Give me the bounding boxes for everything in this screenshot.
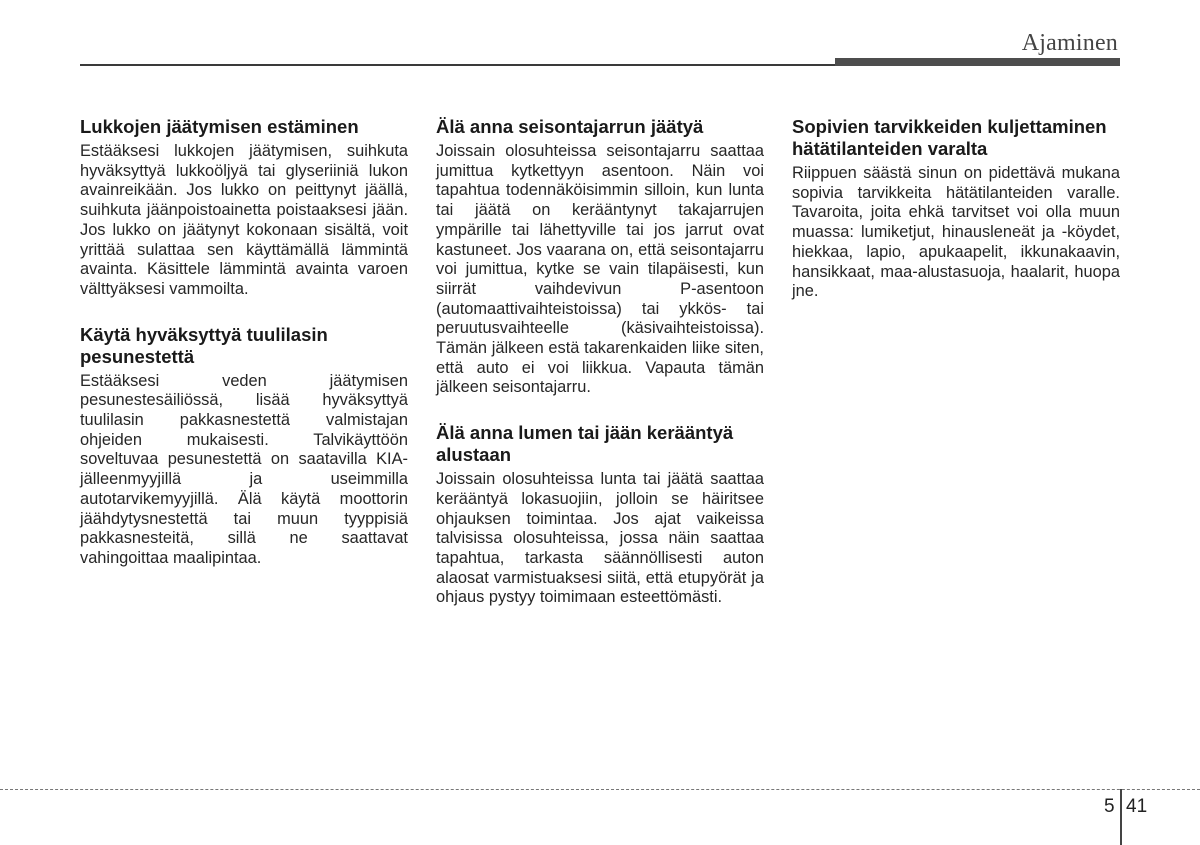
column-middle [436, 116, 764, 632]
page-number-separator [1120, 789, 1122, 845]
section-body: Estääksesi veden jäätymisen pesunestesäiliössä, lisää hyväksyttyä tuulilasin pakkasnestettä valmistajan ohjeiden mukaisesti. Talvikäyttöön soveltuvaa pesunestettä on saatavilla KIA-jälleenmyyjillä ja useimmilla autotarvikemyyjillä. Älä käytä moottorin jäähdytysnestettä tai muun tyyppisiä pakkasnesteitä, sillä ne saattavat vahingoittaa maalipintaa. [80, 371, 408, 567]
column-left [80, 116, 408, 593]
column-right [792, 116, 1120, 326]
footer-dashed-rule [0, 789, 1200, 790]
chapter-title: Ajaminen [1021, 30, 1118, 56]
chapter-number: 5 [1104, 796, 1115, 817]
section-body: Riippuen säästä sinun on pidettävä mukana sopivia tarvikkeita hätätilanteiden varalle. Tavaroita, joita ehkä tarvitset voi olla muun muassa: lumiketjut, hinausleneät ja -köydet, hiekkaa, lapio, apukaapelit, ikkunakaavin, hansikkaat, maa-alustasuoja, haalarit, huopa jne. [792, 164, 1120, 301]
section-body: Joissain olosuhteissa lunta tai jäätä saattaa kerääntyä lokasuojiin, jolloin se häiritsee ohjauksen toimintaa. Jos ajat vaikeissa talvisissa olosuhteissa, jossa näin saattaa tapahtua, tarkasta säännöllisesti auton alaosat varmistuaksesi siitä, että etupyörät ja ohjaus pystyy toimimaan esteettömästi. [436, 470, 764, 607]
section-heading: Käytä hyväksyttyä tuulilasin pesunestettä [80, 323, 328, 367]
section-heading: Älä anna lumen tai jään kerääntyä alustaan [436, 422, 734, 466]
header-rule-thin [80, 64, 835, 66]
section-body: Joissain olosuhteissa seisontajarru saattaa jumittua kytkettyyn asentoon. Näin voi tapahtua todennäköisimmin silloin, kun lunta tai jäätä on kerääntynyt takajarrujen ympärille tai lähettyville tai jos jarrut ovat kastuneet. Jos vaarana on, että seisontajarru voi jumittua, kytke se vain tilapäisesti, kun siirrät vaihdevivun P-asentoon (automaattivaihteistoissa) tai ykkös- tai peruutusvaihteelle (käsivaihteistoissa). Tämän jälkeen estä takarenkaiden liike siten, että auto ei voi liikkua. Vapauta tämän jälkeen seisontajarru. [436, 142, 764, 397]
header-rule-thick [835, 58, 1120, 66]
section-washer-fluid [80, 324, 408, 569]
section-heading: Lukkojen jäätymisen estäminen [80, 116, 359, 137]
page-number: 41 [1126, 796, 1148, 817]
section-heading: Älä anna seisontajarrun jäätyä [436, 116, 704, 137]
section-body: Estääksesi lukkojen jäätymisen, suihkuta hyväksyttyä lukkoöljyä tai glyseriiniä lukon avainreikään. Jos lukko on peittynyt jäällä, suihkuta jäänpoistoainetta poistaaksesi jään. Jos lukko on jäätynyt kokonaan sisältä, voit yrittää sulattaa sen käyttämällä lämmintä avainta. Käsittele lämmintä avainta varoen välttyäksesi vammoilta. [80, 142, 408, 298]
section-heading: Sopivien tarvikkeiden kuljettaminen hätätilanteiden varalta [792, 116, 1107, 159]
section-snow-underbody [436, 422, 764, 608]
section-emergency-supplies [792, 116, 1120, 302]
section-parking-brake [436, 116, 764, 398]
section-lock-freeze [80, 116, 408, 300]
